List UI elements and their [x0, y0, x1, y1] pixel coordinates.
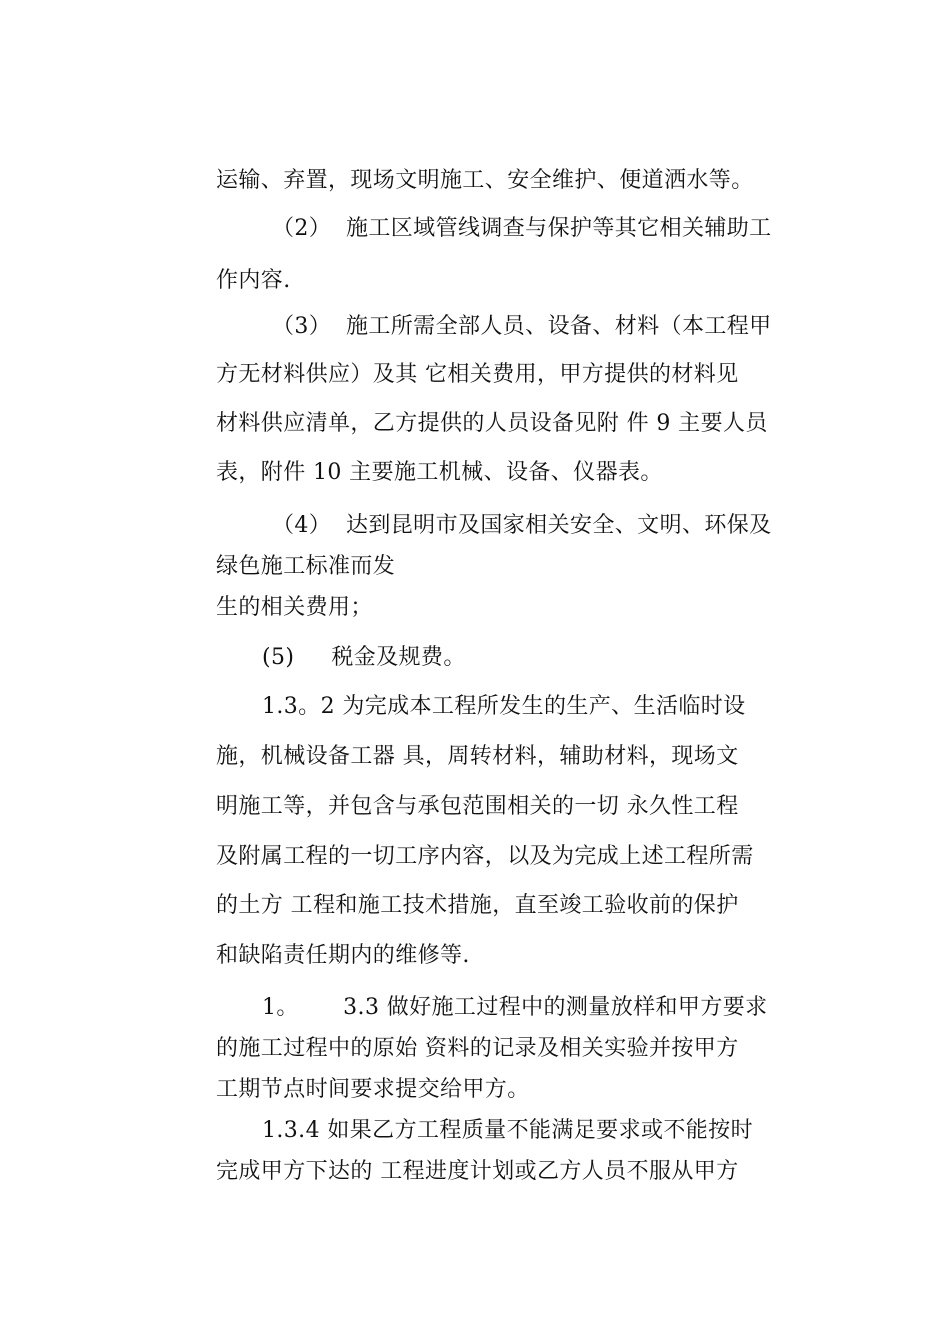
text-line: 工期节点时间要求提交给甲方。: [216, 1077, 530, 1102]
text-line: 绿色施工标准而发: [216, 554, 396, 579]
text-line: （4） 达到昆明市及国家相关安全、文明、环保及: [272, 513, 772, 538]
text-line: 方无材料供应）及其 它相关费用，甲方提供的材料见: [216, 362, 739, 387]
text-line: 的施工过程中的原始 资料的记录及相关实验并按甲方: [216, 1036, 739, 1061]
text-line: 及附属工程的一切工序内容，以及为完成上述工程所需: [216, 844, 754, 869]
text-line: （3） 施工所需全部人员、设备、材料（本工程甲: [272, 314, 772, 339]
text-line: (5) 税金及规费。: [262, 645, 466, 670]
text-line: 完成甲方下达的 工程进度计划或乙方人员不服从甲方: [216, 1159, 739, 1184]
text-line: 和缺陷责任期内的维修等.: [216, 943, 470, 968]
text-line: 的土方 工程和施工技术措施，直至竣工验收前的保护: [216, 893, 739, 918]
text-line: 作内容.: [216, 268, 291, 293]
text-line: 1。 3.3 做好施工过程中的测量放样和甲方要求: [262, 995, 768, 1020]
text-line: 运输、弃置，现场文明施工、安全维护、便道洒水等。: [216, 168, 754, 193]
text-line: 1.3.4 如果乙方工程质量不能满足要求或不能按时: [262, 1118, 753, 1143]
text-line: 1.3。2 为完成本工程所发生的生产、生活临时设: [262, 694, 746, 719]
text-line: 材料供应清单，乙方提供的人员设备见附 件 9 主要人员: [216, 411, 768, 436]
text-line: 表，附件 10 主要施工机械、设备、仪器表。: [216, 460, 663, 485]
text-line: 施，机械设备工器 具，周转材料，辅助材料，现场文: [216, 744, 739, 769]
text-line: （2） 施工区域管线调查与保护等其它相关辅助工: [272, 216, 772, 241]
text-line: 生的相关费用；: [216, 595, 373, 620]
text-line: 明施工等，并包含与承包范围相关的一切 永久性工程: [216, 794, 739, 819]
